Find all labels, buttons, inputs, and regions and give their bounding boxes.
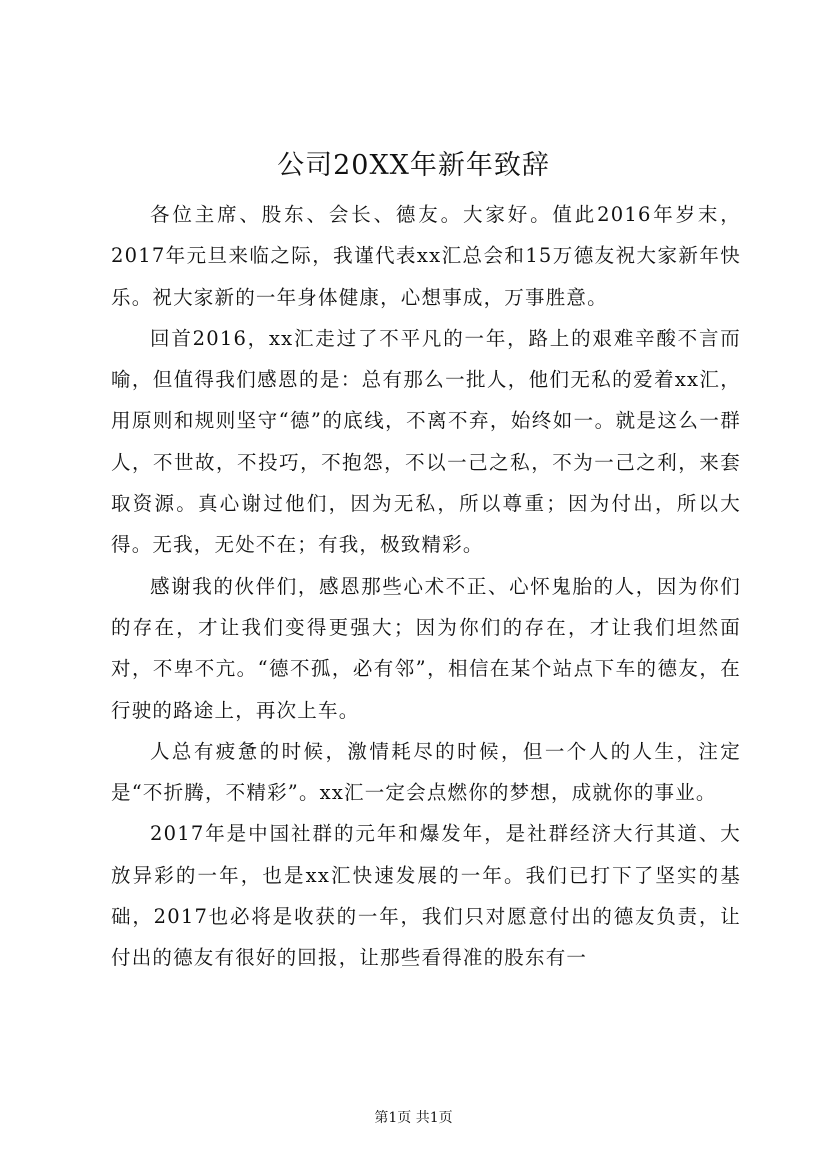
document-body [111,194,741,979]
paragraph-thanks-partners: 感谢我的伙伴们，感恩那些心术不正、心怀鬼胎的人，因为你们的存在，才让我们变得更强大；因为你们的存在，才让我们坦然面对，不卑不亢。“德不孤，必有邻”，相信在某个站点下车的德友，在行驶的路途上，再次上车。 [111,574,741,722]
paragraph-outlook-2017: 2017年是中国社群的元年和爆发年，是社群经济大行其道、大放异彩的一年，也是xx汇快速发展的一年。我们已打下了坚实的基础，2017也必将是收获的一年，我们只对愿意付出的德友负责，让付出的德友有很好的回报，让那些看得准的股东有一 [111,822,741,970]
paragraph-dreams: 人总有疲惫的时候，激情耗尽的时候，但一个人的人生，注定是“不折腾，不精彩”。xx汇一定会点燃你的梦想，成就你的事业。 [111,739,741,805]
paragraph-review-2016: 回首2016，xx汇走过了不平凡的一年，路上的艰难辛酸不言而喻，但值得我们感恩的是：总有那么一批人，他们无私的爱着xx汇，用原则和规则坚守“德”的底线，不离不弃，始终如一。就是这么一群人，不世故，不投巧，不抱怨，不以一己之私，不为一己之利，来套取资源。真心谢过他们，因为无私，所以尊重；因为付出，所以大得。无我，无处不在；有我，极致精彩。 [111,326,741,557]
document-title: 公司20XX年新年致辞 [277,150,550,181]
paragraph-greeting: 各位主席、股东、会长、德友。大家好。值此2016年岁末，2017年元旦来临之际，我谨代表xx汇总会和15万德友祝大家新年快乐。祝大家新的一年身体健康，心想事成，万事胜意。 [111,203,741,309]
page-number-footer: 第1页 共1页 [374,1110,453,1126]
